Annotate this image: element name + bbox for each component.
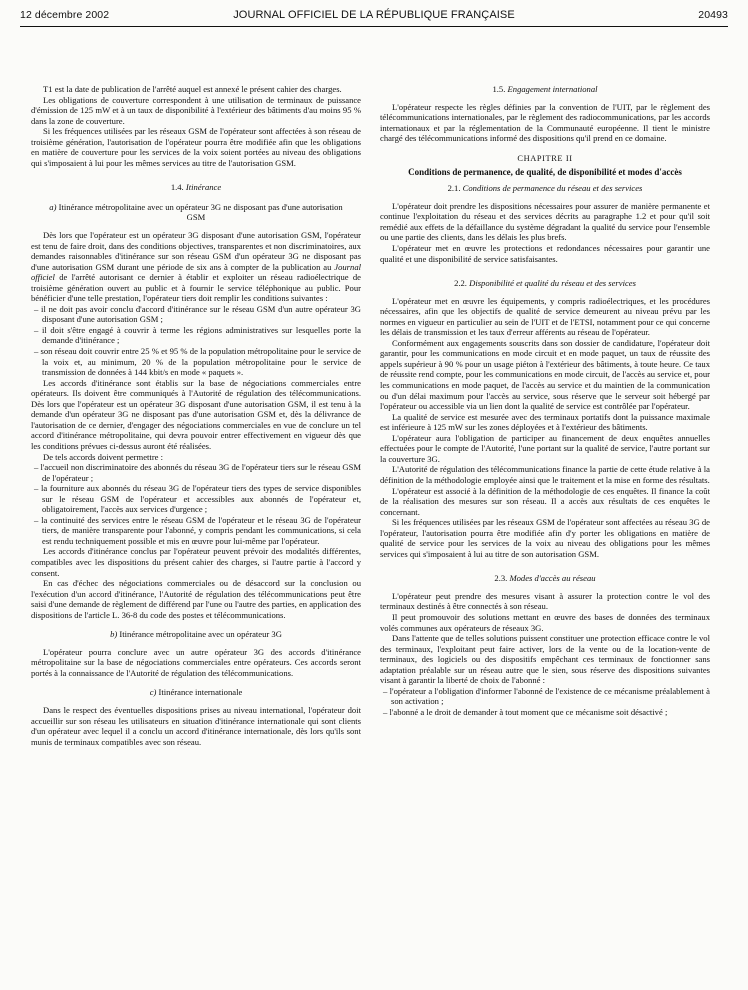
paragraph: L'opérateur met en œuvre les protections et redondances nécessaires pour garantir une qualité et une disponibilité de service satisfaisantes. (380, 243, 710, 264)
section-heading-1-5: 1.5. Engagement international (492, 84, 598, 94)
list-item: – il doit s'être engagé à couvrir à terme les régions administratives sur lesquelles porte la demande d'itinérance ; (34, 324, 361, 346)
journal-title: JOURNAL OFFICIEL DE LA RÉPUBLIQUE FRANÇAISE (233, 9, 515, 21)
paragraph: Les accords d'itinérance conclus par l'opérateur peuvent prévoir des modalités différentes, compatibles avec les dispositions du présent cahier des charges, si l'autre partie à l'accord y consent. (31, 546, 361, 578)
subsection-heading-a: a) Itinérance métropolitaine avec un opérateur 3G ne disposant pas d'une autorisation GSM (49, 201, 343, 223)
paragraph: L'opérateur respecte les règles définies par la convention de l'UIT, par le règlement des télécommunications internationales, par le règlement des radiocommunications, par les accords internationaux et par la réglementation de la Communauté européenne. Il tient le ministre chargé des télécommunications informé des dispositions qu'il prend en ce domaine. (380, 101, 710, 144)
list-item: – l'abonné a le droit de demander à tout moment que ce mécanisme soit désactivé ; (383, 706, 668, 717)
paragraph: L'opérateur est associé à la définition de la méthodologie de ces enquêtes. Il finance la coût de la réalisation des mesures sur son réseau. Il a accès aux résultats de ces enquêtes le concernant. (380, 485, 710, 517)
paragraph: L'opérateur doit prendre les dispositions nécessaires pour assurer de manière permanente et continue l'exploitation du réseau et des services décrits au paragraphe 1.2 et pour qu'il soit remédié aux effets de la défaillance du système dégradant la qualité du service pour l'ensemble ou une partie des clients, dans les délais les plus brefs. (380, 200, 710, 243)
paragraph: Si les fréquences utilisées par les réseaux GSM de l'opérateur sont affectées au réseau 3G de l'opérateur, l'autorisation pourra être modifiée afin d'y porter les obligations en matière de qualité de service pour les services de la voix au niveau des obligations pour les mêmes services qui s'imposaient à lui au titre de son autorisation GSM. (380, 517, 710, 559)
paragraph: Dans le respect des éventuelles dispositions prises au niveau international, l'opérateur doit accueillir sur son réseau les utilisateurs en situation d'itinérance internationale qui sont clients d'un opérateur avec lequel il a conclu un accord d'itinérance internationale, dès lors qu'ils sont munis de terminaux compatibles avec son réseau. (31, 704, 361, 747)
paragraph: De tels accords doivent permettre : (43, 451, 164, 462)
header-rule (20, 26, 728, 27)
paragraph: L'opérateur pourra conclure avec un autre opérateur 3G des accords d'itinérance métropolitaine sur la base de négociations commerciales entre opérateurs. Ces accords seront portés à la connaissance de l'Autorité de régulation des télécommunications. (31, 646, 361, 678)
subsection-heading-c: c) Itinérance internationale (149, 687, 243, 698)
paragraph: Dès lors que l'opérateur est un opérateur 3G disposant d'une autorisation GSM, l'opérateur est tenu de faire droit, dans des conditions objectives, transparentes et non discriminatoires, aux demandes raisonnables d'itinérance sur son réseau GSM d'un opérateur 3G ne disposant pas d'une autorisation GSM durant une période de six ans à compter de la publication au Journal officiel de l'arrêté autorisant ce dernier à établir et exploiter un réseau radioélectrique de troisième génération ouvert au public et à fournir le service téléphonique au public. Pour bénéficier d'une telle prestation, l'opérateur tiers doit remplir les conditions suivantes : (31, 230, 361, 304)
section-heading-2-2: 2.2. Disponibilité et qualité du réseau et des services (454, 278, 636, 289)
list-item: – l'opérateur a l'obligation d'informer l'abonné de l'existence de ce mécanisme préalablement à son activation ; (383, 685, 710, 707)
paragraph: L'opérateur aura l'obligation de participer au financement de deux enquêtes annuelles effectuées pour le compte de l'Autorité, l'une portant sur la qualité de service, l'autre portant sur la couverture 3G. (380, 432, 710, 464)
paragraph: La qualité de service est mesurée avec des terminaux portatifs dont la puissance maximale est inférieure à 125 mW sur les zones déployées et à l'extérieur des bâtiments. (380, 411, 710, 433)
section-heading-1-4: 1.4. Itinérance (170, 182, 222, 193)
list-item: – il ne doit pas avoir conclu d'accord d'itinérance sur le réseau GSM d'un autre opérateur 3G disposant d'une autorisation GSM ; (34, 303, 361, 325)
paragraph: En cas d'échec des négociations commerciales ou de désaccord sur la conclusion ou l'exécution d'un accord d'itinérance, l'Autorité de régulation des télécommunications peut être saisi d'une demande de règlement de différend par l'une ou l'autre des parties, en application des dispositions de l'article L. 36-8 du code des postes et télécommunications. (31, 578, 361, 620)
paragraph: Les obligations de couverture correspondent à une utilisation de terminaux de puissance d'émission de 125 mW et à un taux de disponibilité à l'extérieur des bâtiments d'au moins 95 % dans la zone de couverture. (31, 94, 361, 126)
page-header (20, 9, 728, 25)
right-column (380, 84, 710, 717)
paragraph: Il peut promouvoir des solutions mettant en œuvre des bases de données des terminaux volés communes aux opérateurs de réseaux 3G. (380, 611, 710, 633)
subsection-heading-b: b) Itinérance métropolitaine avec un opérateur 3G (110, 629, 282, 640)
paragraph: Les accords d'itinérance sont établis sur la base de négociations commerciales entre opérateurs. Ils doivent être communiqués à l'Autorité de régulation des télécommunications. Dès lors que l'opérateur est un opérateur 3G disposant d'une autorisation GSM, il est tenu à la demande d'un opérateur 3G ne disposant pas d'une autorisation GSM et, dès la délivrance de l'autorisation de ce dernier, d'engager des négociations commerciales en vue de conclure un tel accord d'itinérance métropolitaine, qui devra pouvoir entrer effectivement en vigueur dès que les conditions prévues ci-dessus auront été réalisées. (31, 377, 361, 451)
paragraph: L'Autorité de régulation des télécommunications finance la partie de cette étude relative à la définition de la méthodologie employée ainsi que le traitement et la mise en forme des résultats. (380, 464, 710, 485)
chapter-heading: CHAPITRE II (517, 153, 573, 163)
list-item: – l'accueil non discriminatoire des abonnés du réseau 3G de l'opérateur tiers sur le réseau GSM de l'opérateur ; (34, 462, 361, 483)
list-item: – la continuité des services entre le réseau GSM de l'opérateur et le réseau 3G de l'opérateur tiers, de manière transparente pour l'abonné, y compris pendant les communications, si cela est rendu techniquement possible et mis en œuvre pour lui-même par l'opérateur. (34, 514, 361, 546)
list-item: – la fourniture aux abonnés du réseau 3G de l'opérateur tiers des types de service disponibles sur le réseau GSM de l'opérateur et accessibles aux abonnés de l'opérateur et, obligatoirement, l'accès aux services d'urgence ; (34, 483, 361, 515)
paragraph: L'opérateur met en œuvre les équipements, y compris radioélectriques, et les procédures nécessaires, afin que les objectifs de qualité de service demeurent au niveau prévu par les normes en vigueur en particulier au sein de l'UIT et de l'ETSI, notamment pour ce qui concerne les délais de transmission et les taux d'erreur afférents au réseau de l'opérateur. (380, 295, 710, 338)
section-heading-2-3: 2.3. Modes d'accès au réseau (494, 573, 596, 584)
section-heading-2-1: 2.1. Conditions de permanence du réseau et des services (447, 183, 643, 194)
paragraph: T1 est la date de publication de l'arrêté auquel est annexé le présent cahier des charges. (43, 84, 342, 94)
list-item: – son réseau doit couvrir entre 25 % et 95 % de la population métropolitaine pour le service de la voix et, au minimum, 20 % de la population métropolitaine pour le service de transmission de données à 144 kbit/s en mode « paquets ». (34, 346, 361, 378)
paragraph: Si les fréquences utilisées par les réseaux GSM de l'opérateur sont affectées à son réseau de troisième génération, l'autorisation de l'opérateur pourra être modifiée afin que les obligations en matière de couverture pour les services de la voix soient portées au niveau des obligations qui s'imposaient à lui pour les mêmes services au titre de l'autorisation GSM. (31, 126, 361, 168)
chapter-title: Conditions de permanence, de qualité, de disponibilité et modes d'accès (408, 167, 682, 178)
paragraph: Dans l'attente que de telles solutions puissent constituer une protection efficace contre le vol des terminaux, l'exploitant peut faire activer, lors de la vente ou de la location-vente de terminaux, des logiciels ou des dispositifs empêchant ces terminaux de fonctionner sans adaptation préalable sur un réseau autre que le sien, sous réserve des dispositions suivantes visant à garantir la liberté de choix de l'abonné : (380, 633, 710, 686)
paragraph: Conformément aux engagements souscrits dans son dossier de candidature, l'opérateur doit garantir, pour les communications en mode circuit et en mode paquet, un taux de réussite des appels supérieur à 90 % pour un usage piéton à l'extérieur des bâtiments, à toute heure. Ce taux de réussite rend compte, pour les communications en mode circuit, de l'accès au service et, pour les communications en mode paquet, de l'accès au service et du maintien de la communication ou d'un délai maximum pour l'accès au service, sous réserve que le serveur soit hébergé par l'opérateur ou accessible via un lien dont la qualité de service est contrôlée par l'opérateur. (380, 337, 710, 412)
paragraph: L'opérateur peut prendre des mesures visant à assurer la protection contre le vol des terminaux destinés à être connectés à son réseau. (380, 590, 710, 612)
left-column (31, 84, 361, 747)
page-number: 20493 (698, 9, 728, 21)
header-date: 12 décembre 2002 (20, 9, 110, 21)
